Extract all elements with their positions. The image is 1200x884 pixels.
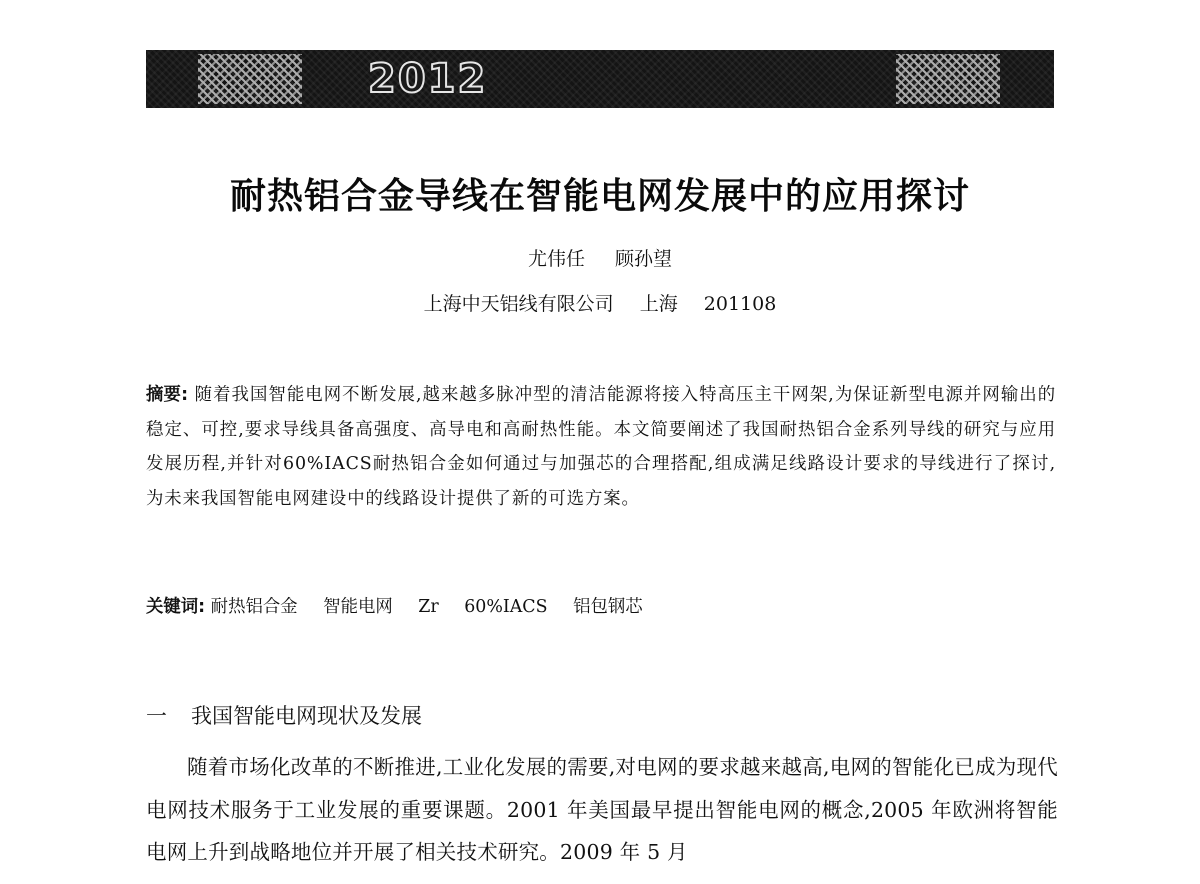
- author-list: [0, 244, 1200, 271]
- abstract: [146, 378, 1056, 516]
- keyword-item: 铝包钢芯: [573, 597, 643, 617]
- abstract-text: 随着我国智能电网不断发展,越来越多脉冲型的清洁能源将接入特高压主干网架,为保证新型电源并网输出的稳定、可控,要求导线具备高强度、高导电和高耐热性能。本文简要阐述了我国耐热铝合金系列导线的研究与应用发展历程,并针对60%IACS耐热铝合金如何通过与加强芯的合理搭配,组成满足线路设计要求的导线进行了探讨,为未来我国智能电网建设中的线路设计提供了新的可选方案。: [146, 385, 1056, 509]
- section-number: 一: [146, 704, 167, 728]
- affiliation-org: 上海中天铝线有限公司: [423, 293, 614, 315]
- banner-pattern-right: [896, 54, 1000, 104]
- keyword-item: Zr: [418, 597, 439, 617]
- keyword-item: 智能电网: [323, 597, 393, 617]
- section-title: 我国智能电网现状及发展: [191, 704, 422, 728]
- keyword-item: 60%IACS: [464, 597, 548, 617]
- year-banner: [146, 50, 1054, 108]
- paper-title: 耐热铝合金导线在智能电网发展中的应用探讨: [229, 176, 970, 217]
- keywords-label: 关键词:: [146, 597, 206, 617]
- section-heading: [146, 700, 422, 730]
- author-name: 顾孙望: [615, 248, 673, 270]
- affiliation-postcode: 201108: [703, 293, 777, 315]
- affiliation: [0, 289, 1200, 316]
- keyword-item: 耐热铝合金: [210, 597, 298, 617]
- banner-pattern-left: [198, 54, 302, 104]
- author-name: 尤伟任: [527, 248, 585, 270]
- banner-year: 2012: [368, 56, 488, 102]
- affiliation-city: 上海: [639, 293, 678, 315]
- abstract-label: 摘要:: [146, 385, 189, 405]
- keywords: [146, 592, 1056, 622]
- section-paragraph: 随着市场化改革的不断推进,工业化发展的需要,对电网的要求越来越高,电网的智能化已成为现代电网技术服务于工业发展的重要课题。2001 年美国最早提出智能电网的概念,2005 年欧洲将智能电网上升到战略地位并开展了相关技术研究。2009 年 5 月: [146, 755, 1058, 864]
